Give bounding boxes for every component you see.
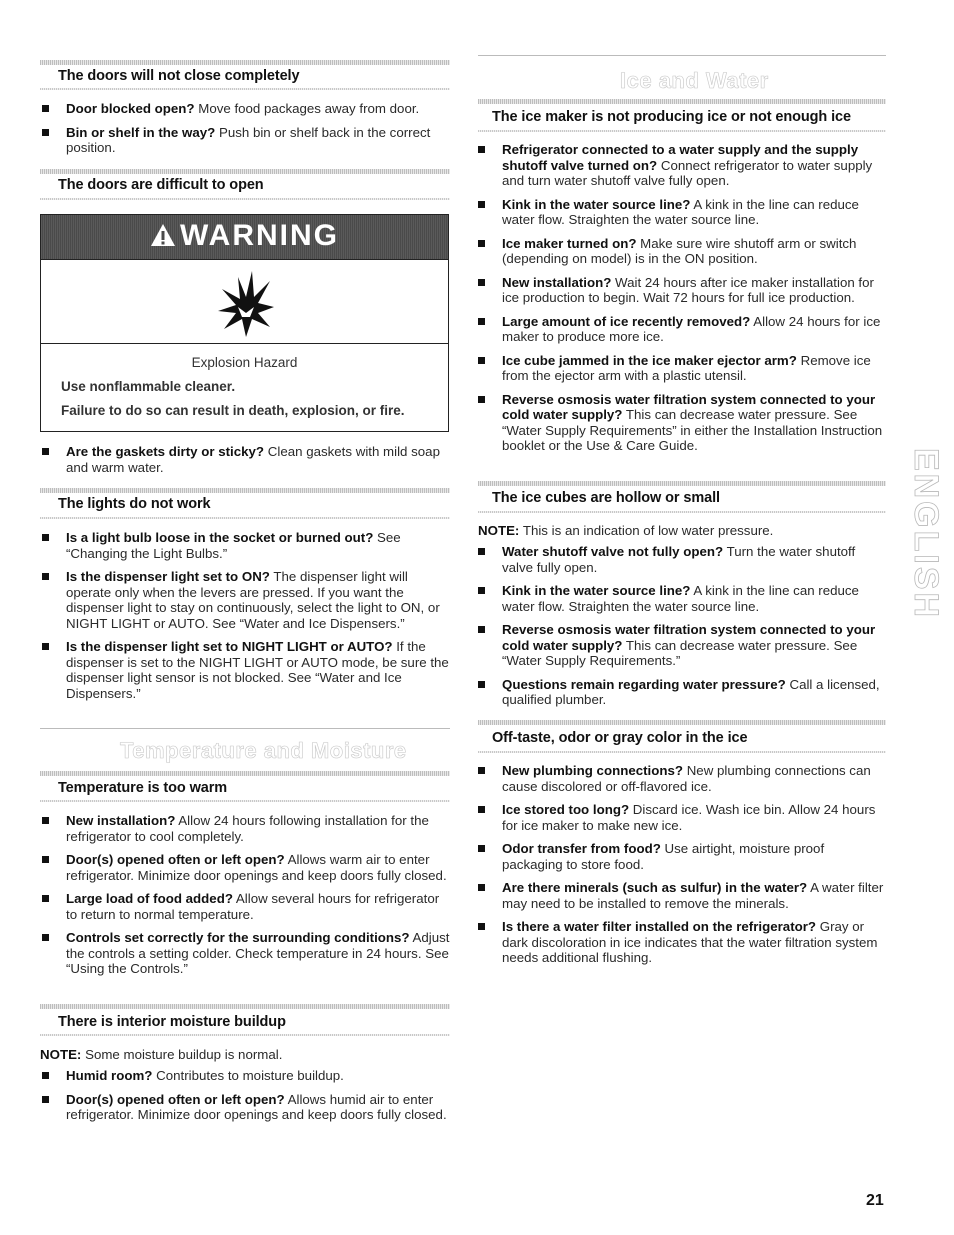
item-answer: A water filter may need to be installed to remove the minerals.: [502, 880, 884, 911]
warning-consequence: Failure to do so can result in death, explosion, or fire.: [61, 403, 405, 418]
item-answer: Allow several hours for refrigerator to return to normal temperature.: [66, 891, 440, 922]
warning-triangle-icon: [150, 223, 176, 247]
item-question: Is the dispenser light set to NIGHT LIGHT or AUTO?: [66, 639, 393, 654]
list-item: [40, 891, 450, 922]
item-question: Large load of food added?: [66, 891, 233, 906]
item-question: Is there a water filter installed on the refrigerator?: [502, 919, 817, 934]
list-item: [476, 197, 886, 228]
language-side-tab: [898, 437, 954, 631]
list-item: [476, 142, 886, 189]
item-question: Door(s) opened often or left open?: [66, 852, 285, 867]
list-doors-difficult: [40, 444, 450, 483]
divider: [40, 488, 450, 493]
divider: [40, 60, 450, 65]
divider: [40, 728, 450, 729]
divider: [478, 130, 886, 132]
item-answer: Call a licensed, qualified plumber.: [502, 676, 880, 707]
item-question: Ice cube jammed in the ice maker ejector arm?: [502, 352, 797, 368]
list-item: [476, 763, 886, 794]
list-item: [40, 444, 450, 475]
list-item: [40, 852, 450, 883]
list-lights: [40, 530, 450, 709]
item-question: Reverse osmosis water filtration system connected to your cold water supply?: [502, 391, 876, 422]
item-answer: Make sure wire shutoff arm or switch (depending on model) is in the ON position.: [502, 235, 857, 266]
item-answer: Allows warm air to enter refrigerator. Minimize door openings and keep doors fully closed.: [66, 852, 447, 883]
item-answer: If the dispenser is set to the NIGHT LIGHT or AUTO mode, be sure the dispenser light sensor is not blocked. See “Water and Ice Dispensers.”: [66, 639, 449, 701]
item-answer: Gray or dark discoloration in ice indicates that the water filtration system needs additional flushing.: [502, 919, 878, 965]
item-question: Kink in the water source line?: [502, 583, 691, 598]
divider: [40, 800, 450, 802]
list-item: [40, 1092, 450, 1123]
item-question: Humid room?: [66, 1068, 153, 1083]
item-answer: See “Changing the Light Bulbs.”: [66, 530, 401, 561]
explosion-icon: [216, 267, 276, 337]
note-moisture: [40, 1047, 450, 1063]
list-too-warm: [40, 813, 450, 985]
item-question: Door(s) opened often or left open?: [66, 1091, 285, 1107]
page-number: 21: [866, 1192, 884, 1209]
item-answer: Move food packages away from door.: [194, 101, 420, 116]
divider: [478, 55, 886, 56]
item-question: Bin or shelf in the way?: [66, 124, 216, 140]
item-question: Is the dispenser light set to ON?: [66, 569, 270, 584]
item-question: Water shutoff valve not fully open?: [502, 544, 724, 559]
item-question: Reverse osmosis water filtration system connected to your cold water supply?: [502, 622, 876, 653]
item-question: Controls set correctly for the surrounding conditions?: [66, 930, 410, 945]
item-question: Questions remain regarding water pressure?: [502, 676, 786, 692]
item-answer: Clean gaskets with mild soap and warm water.: [66, 444, 440, 475]
item-answer: Discard ice. Wash ice bin. Allow 24 hours for ice maker to make new ice.: [502, 802, 876, 833]
item-question: New installation?: [66, 813, 176, 828]
list-ice-maker: [476, 142, 886, 462]
note-text: Some moisture buildup is normal.: [81, 1047, 283, 1062]
heading-off-taste: Off-taste, odor or gray color in the ice: [492, 730, 748, 746]
divider: [40, 1034, 450, 1036]
item-question: Kink in the water source line?: [502, 196, 691, 212]
list-hollow: [476, 544, 886, 716]
list-item: [476, 802, 886, 833]
divider: [478, 99, 886, 104]
warning-text: [41, 343, 448, 431]
list-item: [476, 880, 886, 911]
divider: [40, 198, 450, 200]
section-title-temperature: Temperature and Moisture: [120, 738, 407, 763]
divider: [40, 1004, 450, 1009]
divider: [40, 169, 450, 174]
item-question: Is a light bulb loose in the socket or burned out?: [66, 530, 374, 545]
item-question: Ice stored too long?: [502, 802, 630, 817]
item-question: Door blocked open?: [66, 101, 195, 116]
list-item: [40, 569, 450, 631]
item-answer: Connect refrigerator to water supply and turn water shutoff valve fully open.: [502, 157, 873, 188]
item-answer: Allow 24 hours following installation for the refrigerator to cool completely.: [66, 813, 429, 844]
item-answer: New plumbing connections can cause discolored or off-flavored ice.: [502, 763, 871, 794]
list-item: [476, 841, 886, 872]
heading-moisture: There is interior moisture buildup: [58, 1014, 286, 1030]
list-item: [40, 930, 450, 977]
heading-doors-not-close: The doors will not close completely: [58, 68, 300, 84]
item-answer: This can decrease water pressure. See “Water Supply Requirements.”: [502, 637, 858, 668]
item-answer: Push bin or shelf back in the correct position.: [66, 124, 431, 155]
item-question: Refrigerator connected to a water supply and the supply shutoff valve turned on?: [502, 142, 859, 173]
warning-title: [41, 219, 448, 253]
list-item: [40, 101, 450, 117]
item-question: Are there minerals (such as sulfur) in the water?: [502, 880, 808, 895]
list-item: [476, 622, 886, 669]
item-answer: Use airtight, moisture proof packaging to store food.: [502, 841, 825, 872]
item-answer: Contributes to moisture buildup.: [152, 1068, 344, 1083]
item-answer: Adjust the controls a setting colder. Check temperature in 24 hours. See “Using the Controls.”: [66, 930, 450, 976]
item-answer: Wait 24 hours after ice maker installation for ice production to begin. Wait 72 hours for full ice production.: [502, 274, 874, 305]
note-label: NOTE:: [478, 523, 520, 538]
heading-doors-difficult: The doors are difficult to open: [58, 177, 264, 193]
item-answer: This can decrease water pressure. See “Water Supply Requirements” in either the Installation Instruction booklet or the Use & Care Guide.: [502, 407, 883, 453]
item-question: Are the gaskets dirty or sticky?: [66, 444, 265, 459]
item-question: New installation?: [502, 274, 612, 290]
list-item: [40, 125, 450, 156]
list-item: [476, 236, 886, 267]
list-item: [476, 275, 886, 306]
list-item: [40, 813, 450, 844]
divider: [478, 511, 886, 513]
list-item: [476, 392, 886, 454]
item-answer: Turn the water shutoff valve fully open.: [502, 544, 856, 575]
list-item: [476, 353, 886, 384]
divider: [478, 481, 886, 486]
section-title-ice: Ice and Water: [620, 68, 769, 93]
list-item: [40, 530, 450, 561]
item-answer: Remove ice from the ejector arm with a plastic utensil.: [502, 352, 871, 383]
list-item: [476, 583, 886, 614]
list-item: [40, 639, 450, 701]
item-answer: A kink in the line can reduce water flow. Straighten the water source line.: [502, 583, 859, 614]
item-question: Large amount of ice recently removed?: [502, 313, 751, 329]
item-question: Ice maker turned on?: [502, 235, 637, 251]
list-moisture: [40, 1068, 450, 1131]
list-item: [476, 544, 886, 575]
divider: [40, 88, 450, 90]
item-answer: Allow 24 hours for ice maker to produce more ice.: [502, 313, 881, 344]
divider: [40, 771, 450, 776]
warning-hazard: Explosion Hazard: [191, 355, 298, 370]
item-answer: Allows humid air to enter refrigerator. Minimize door openings and keep doors fully closed.: [66, 1091, 447, 1122]
note-hollow: [478, 523, 886, 539]
note-text: This is an indication of low water pressure.: [519, 523, 774, 538]
side-tab-label: ENGLISH: [907, 447, 945, 621]
explosion-figure: [41, 259, 448, 344]
list-item: [476, 919, 886, 966]
item-question: New plumbing connections?: [502, 763, 683, 778]
warning-header: [41, 215, 448, 260]
list-item: [476, 677, 886, 708]
divider: [40, 517, 450, 519]
list-off-taste: [476, 763, 886, 974]
list-item: [476, 314, 886, 345]
heading-lights: The lights do not work: [58, 496, 211, 512]
divider: [478, 751, 886, 753]
item-question: Odor transfer from food?: [502, 841, 661, 856]
heading-hollow: The ice cubes are hollow or small: [492, 490, 720, 506]
divider: [478, 720, 886, 725]
heading-too-warm: Temperature is too warm: [58, 780, 228, 796]
note-label: NOTE:: [40, 1047, 82, 1062]
warning-instruction: Use nonflammable cleaner.: [61, 379, 236, 394]
warning-box: [40, 214, 449, 432]
list-doors-not-close: [40, 101, 450, 164]
heading-ice-maker: The ice maker is not producing ice or not enough ice: [492, 109, 851, 125]
item-answer: The dispenser light will operate only when the levers are pressed. If you want the dispenser light to stay on continuously, select the light to ON, or NIGHT LIGHT or AUTO. See “Water and Ice Dispensers.”: [66, 569, 440, 631]
list-item: [40, 1068, 450, 1084]
warning-title-text: WARNING: [180, 219, 339, 252]
item-answer: A kink in the line can reduce water flow. Straighten the water source line.: [502, 196, 859, 227]
